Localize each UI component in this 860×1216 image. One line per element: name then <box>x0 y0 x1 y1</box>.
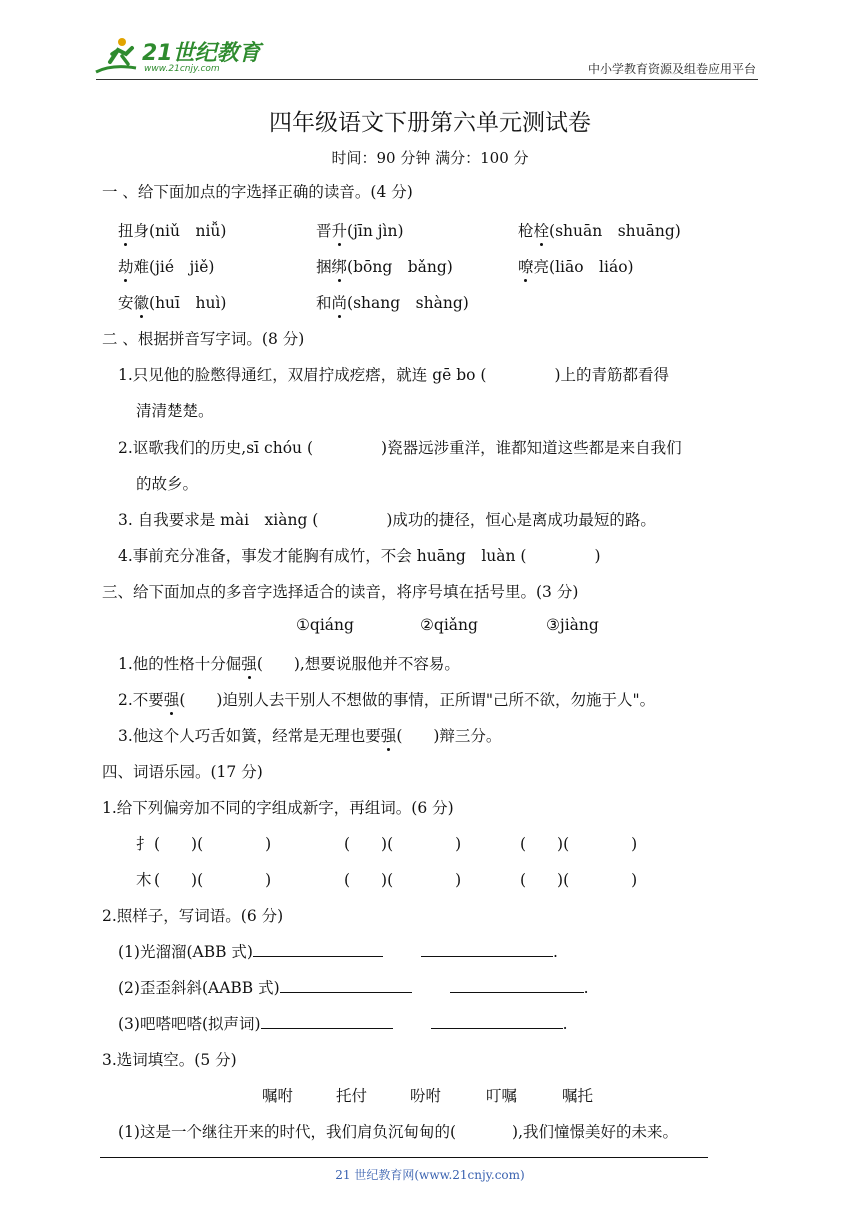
section3-heading: 三、给下面加点的多音字选择适合的读音，将序号填在括号里。(3 分) <box>102 583 579 601</box>
s1-item: 扭身(niǔ niǚ) <box>118 219 226 241</box>
fill-q1: (1)这是一个继往开来的时代，我们肩负沉甸甸的( ),我们憧憬美好的未来。 <box>118 1123 678 1141</box>
radical-row: 扌 ( )( ) ( )( ) ( )( ) <box>136 832 637 854</box>
section1-heading: 一 、给下面加点的字选择正确的读音。(4 分) <box>102 183 413 201</box>
example-row: (2)歪歪斜斜(AABB 式) . <box>118 976 589 998</box>
s1-item: 和尚(shang shàng) <box>316 291 469 313</box>
s3-q3: 3.他这个人巧舌如簧，经常是无理也要强( )辩三分。 <box>118 724 501 746</box>
s1-item: 捆绑(bōng bǎng) <box>316 255 453 277</box>
section2-heading: 二 、根据拼音写字词。(8 分) <box>102 330 305 348</box>
word-choice: 嘱咐 <box>262 1087 294 1105</box>
example-row: (3)吧嗒吧嗒(拟声词) . <box>118 1012 568 1034</box>
site-logo <box>92 34 262 80</box>
word-choice: 托付 <box>336 1087 368 1105</box>
example-row: (1)光溜溜(ABB 式) . <box>118 940 558 962</box>
s1-item: 枪栓(shuān shuāng) <box>518 219 681 241</box>
radical: 扌 <box>136 835 152 853</box>
radical-row: 木 ( )( ) ( )( ) ( )( ) <box>136 868 637 890</box>
s2-q4: 4.事前充分准备，事发才能胸有成竹，不会 huāng luàn ( ) <box>118 547 601 565</box>
s2-q2: 2.讴歌我们的历史,sī chóu ( )瓷器远涉重洋，谁都知道这些都是来自我们 <box>118 439 682 457</box>
s4-sub2: 2.照样子，写词语。(6 分) <box>102 907 284 925</box>
s1-item: 劫难(jié jiě) <box>118 255 214 277</box>
s3-q1: 1.他的性格十分倔强( ),想要说服他并不容易。 <box>118 652 460 674</box>
s1-item: 安徽(huī huì) <box>118 291 226 313</box>
page-title: 四年级语文下册第六单元测试卷 <box>269 110 591 136</box>
exam-info: 时间：90 分钟 满分：100 分 <box>331 149 529 167</box>
logo-text: 21世纪教育 <box>142 41 261 66</box>
s2-q1: 1.只见他的脸憋得通红，双眉拧成疙瘩，就连 gē bo ( )上的青筋都看得 <box>118 366 670 384</box>
s4-sub1: 1.给下列偏旁加不同的字组成新字，再组词。(6 分) <box>102 799 454 817</box>
s2-q2-cont: 的故乡。 <box>136 475 199 493</box>
footer-divider <box>100 1157 708 1158</box>
s4-sub3: 3.选词填空。(5 分) <box>102 1051 237 1069</box>
word-choice: 嘱托 <box>562 1087 594 1105</box>
section4-heading: 四、词语乐园。(17 分) <box>102 763 263 781</box>
s3-q2: 2.不要强( )迫别人去干别人不想做的事情，正所谓"己所不欲，勿施于人"。 <box>118 688 655 710</box>
s1-item: 晋升(jīn jìn) <box>316 219 404 241</box>
header-divider <box>96 79 758 80</box>
logo-url: www.21cnjy.com <box>144 64 220 74</box>
word-choice: 吩咐 <box>410 1087 442 1105</box>
option-3: ③jiàng <box>546 616 599 634</box>
radical: 木 <box>136 871 152 889</box>
option-2: ②qiǎng <box>420 616 478 634</box>
runner-logo-icon <box>92 34 140 78</box>
s2-q1-cont: 清清楚楚。 <box>136 402 214 420</box>
word-choice: 叮嘱 <box>486 1087 518 1105</box>
option-1: ①qiáng <box>296 616 354 634</box>
s1-item: 嘹亮(liāo liáo) <box>518 255 634 277</box>
platform-label: 中小学教育资源及组卷应用平台 <box>587 62 756 76</box>
footer-text: 21 世纪教育网(www.21cnjy.com) <box>335 1168 525 1182</box>
s2-q3: 3. 自我要求是 mài xiàng ( )成功的捷径，恒心是离成功最短的路。 <box>118 511 656 529</box>
